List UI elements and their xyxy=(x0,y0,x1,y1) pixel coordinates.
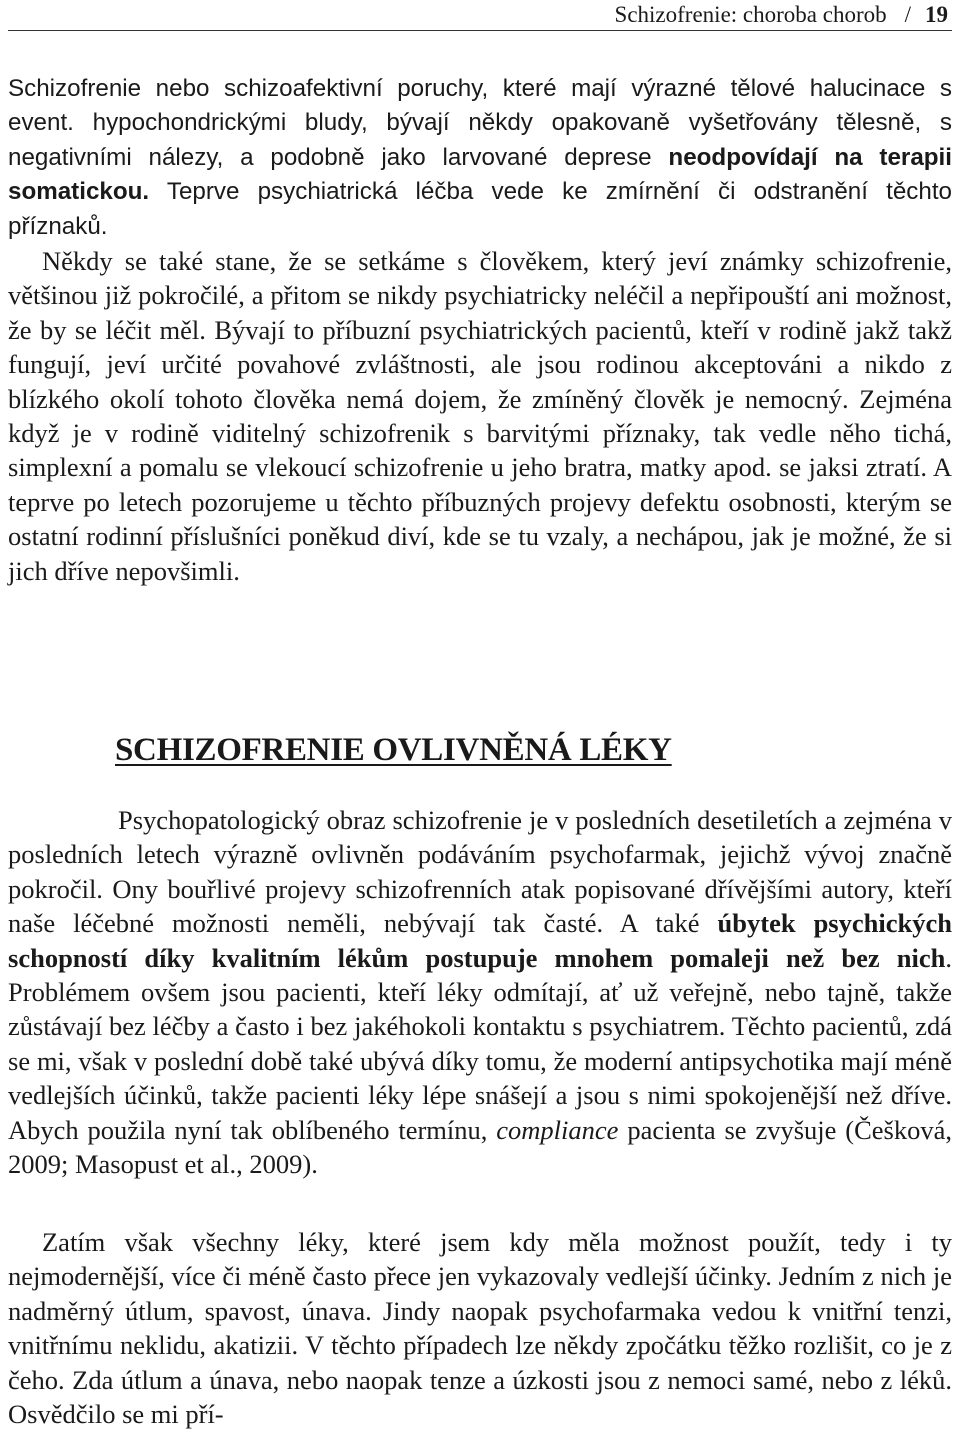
paragraph-text: Psychopatologický obraz schizofrenie je v posledních desetiletích a zejména v posledních letech výrazně ovlivněn podáváním psychofarmak, jejichž vývoj značně pokročil. Ony bouřlivé projevy schizofrenních atak popisované dřívějšími autory, kteří naše léčebné možnosti neměli, nebývají tak časté. A také xyxy=(8,805,952,939)
running-header xyxy=(8,0,952,31)
bold-phrase: neodpovídají na terapii somatickou. xyxy=(8,143,953,206)
paragraph-side-effects xyxy=(8,1225,952,1431)
section-heading: SCHIZOFRENIE OVLIVNĚNÁ LÉKY xyxy=(115,732,672,768)
italic-term: compliance xyxy=(496,1114,619,1145)
paragraph-text: pacienta se zvyšuje (Češková, 2009; Masopust et al., 2009). xyxy=(8,1114,953,1180)
header-separator: / xyxy=(904,2,911,27)
paragraph-text: . Problémem ovšem jsou pacienti, kteří léky odmítají, ať už veřejně, nebo tajně, takže zůstávají bez léčby a často i bez jakéhokoli kontaktu s psychiatrem. Těchto pacientů, zdá se mi, však v poslední době také ubývá díky tomu, že moderní antipsychotika mají méně vedlejších účinků, takže pacienti léky lépe snášejí a jsou s nimi spokojenější než dříve. Abych použila nyní tak oblíbeného termínu, xyxy=(8,942,952,1145)
paragraph-somatic-halucinations xyxy=(8,72,952,244)
bold-phrase: úbytek psychických schopností díky kvalitním lékům postupuje mnohem pomaleji než bez nich xyxy=(8,908,952,973)
paragraph-text: Zatím však všechny léky, které jsem kdy měla možnost použít, tedy i ty nejmodernější, více či méně často přece jen vykazovaly vedlejší účinky. Jedním z nich je nadměrný útlum, spavost, únava. Jindy naopak psychofarmaka vedou k vnitřní tenzi, vnitřnímu neklidu, akatizii. V těchto případech lze někdy zpočátku těžko rozlišit, co je z čeho. Zda útlum a únava, nebo naopak tenze a úzkosti jsou z nemoci samé, nebo z léků. Osvědčilo se mi pří- xyxy=(8,1227,952,1430)
paragraph-text: Schizofrenie nebo schizoafektivní poruchy, které mají výrazné tělové halucinace s event. hypochondrickými bludy, bývají někdy opakovaně vyšetřovány tělesně, s negativními nálezy, a podobně jako larvované deprese xyxy=(8,75,952,171)
paragraph-text: Teprve psychiatrická léčba vede ke zmírnění či odstranění těchto příznaků. xyxy=(8,178,952,240)
running-title: Schizofrenie: choroba chorob xyxy=(614,2,887,27)
paragraph-hidden-schizophrenia xyxy=(8,244,952,588)
paragraph-psychopharmaca xyxy=(8,803,952,1181)
paragraph-text: Někdy se také stane, že se setkáme s člověkem, který jeví známky schizofrenie, většinou již pokročilé, a přitom se nikdy psychiatricky neléčil a nepřipouští ani možnost, že by se léčit měl. Bývají to příbuzní psychiatrických pacientů, kteří v rodině jakž takž fungují, jeví určité povahové zvláštnosti, ale jsou rodinou akceptováni a nikdo z blízkého okolí tohoto člověka nemá dojem, že zmíněný člověk je nemocný. Zejména když je v rodině viditelný schizofrenik s barvitými příznaky, tak vedle něho tichá, simplexní a pomalu se vlekoucí schizofrenie u jeho bratra, matky apod. se jaksi ztratí. A teprve po letech pozorujeme u těchto příbuzných projevy defektu osobnosti, kterým se ostatní rodinní příslušníci poněkud diví, kde se tu vzaly, a nechápou, jak je možné, že si jich dříve nepovšimli. xyxy=(8,246,952,586)
page-number: 19 xyxy=(925,2,948,27)
